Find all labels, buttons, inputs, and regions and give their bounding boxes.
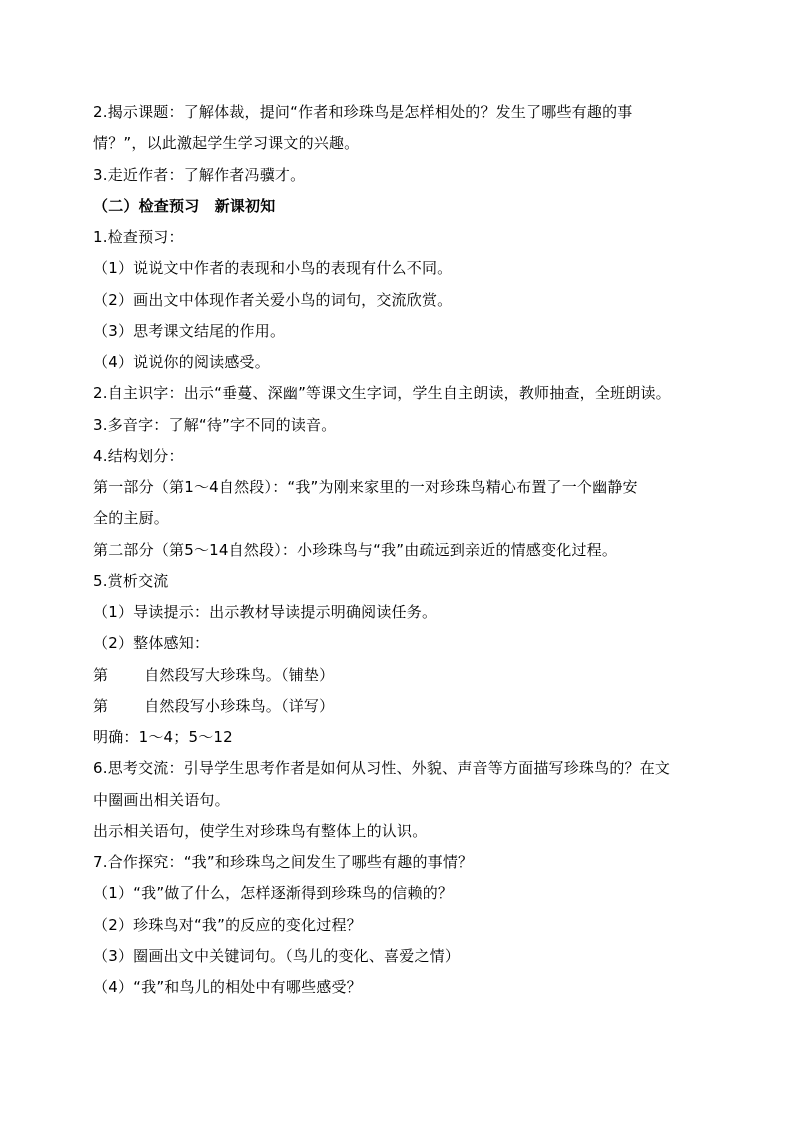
text-line: （2）画出文中体现作者关爱小鸟的词句，交流欣赏。 [93,291,453,309]
text-line-blank [93,696,713,716]
text-line: （1）“我”做了什么，怎样逐渐得到珍珠鸟的信赖的？ [93,884,454,902]
text-line: 1.检查预习： [93,228,184,246]
text-line: 2.自主识字：出示“垂蔓、深幽”等课文生字词，学生自主朗读，教师抽查，全班朗读。 [93,384,671,402]
text-line: 7.合作探究：“我”和珍珠鸟之间发生了哪些有趣的事情？ [93,853,474,871]
text-line: （1）导读提示：出示教材导读提示明确阅读任务。 [93,603,438,621]
text-fragment: 第 [93,666,109,684]
text-line: （4）“我”和鸟儿的相处中有哪些感受？ [93,978,362,996]
section-heading: （二）检查预习 新课初知 [93,197,276,215]
text-line: 中圈画出相关语句。 [93,791,230,809]
text-line: （3）思考课文结尾的作用。 [93,322,286,340]
text-line: 5.赏析交流 [93,572,169,590]
text-line: （4）说说你的阅读感受。 [93,353,270,371]
text-line: 出示相关语句，使学生对珍珠鸟有整体上的认识。 [93,822,428,840]
text-line: （3）圈画出文中关键词句。（鸟儿的变化、喜爱之情） [93,947,461,965]
text-line: 3.多音字：了解“待”字不同的读音。 [93,416,337,434]
text-fragment: 自然段写小珍珠鸟。（详写） [144,697,335,715]
text-line: 2.揭示课题：了解体裁，提问“作者和珍珠鸟是怎样相处的？发生了哪些有趣的事 [93,103,633,121]
text-line: 第二部分（第5～14自然段）：小珍珠鸟与“我”由疏远到亲近的情感变化过程。 [93,541,618,559]
text-line: 4.结构划分： [93,447,184,465]
text-line: （2）整体感知： [93,634,210,652]
text-fragment: 自然段写大珍珠鸟。（铺垫） [144,666,335,684]
text-line: 第一部分（第1～4自然段）：“我”为刚来家里的一对珍珠鸟精心布置了一个幽静安 [93,478,638,496]
text-fragment: 第 [93,697,109,715]
text-line: 6.思考交流：引导学生思考作者是如何从习性、外貌、声音等方面描写珍珠鸟的？在文 [93,759,671,777]
text-line: 3.走近作者：了解作者冯骥才。 [93,166,306,184]
text-line: 明确：1～4；5～12 [93,728,233,746]
text-line: 全的主厨。 [93,509,170,527]
text-line: （1）说说文中作者的表现和小鸟的表现有什么不同。 [93,259,453,277]
text-line: （2）珍珠鸟对“我”的反应的变化过程？ [93,916,362,934]
text-line-blank [93,665,713,685]
text-line: 情？”，以此激起学生学习课文的兴趣。 [93,134,360,152]
